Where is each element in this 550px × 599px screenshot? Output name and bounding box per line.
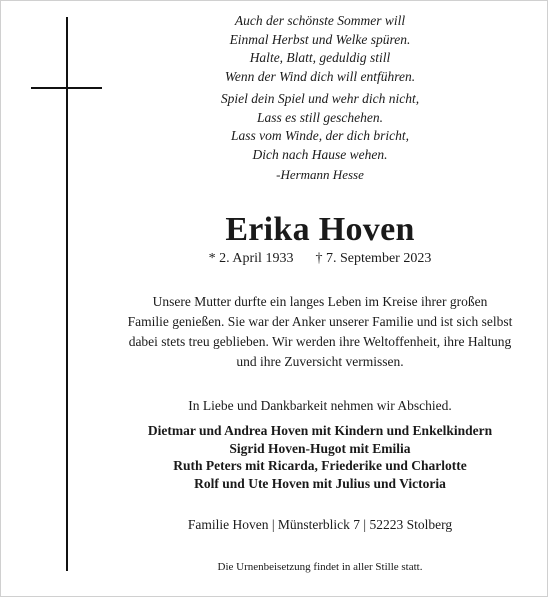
life-dates: [110, 250, 530, 268]
mourner-line: Rolf und Ute Hoven mit Julius und Victoria: [194, 475, 446, 491]
deceased-name: Erika Hoven: [225, 211, 415, 248]
burial-note: Die Urnenbeisetzung findet in aller Stille statt.: [217, 561, 423, 573]
message-line: Familie genießen. Sie war der Anker unserer Familie und ist sich selbst: [127, 314, 513, 329]
poem-line: Wenn der Wind dich will entführen.: [224, 69, 416, 85]
message-line: und ihre Zuversicht vermissen.: [236, 354, 404, 369]
family-address: Familie Hoven | Münsterblick 7 | 52223 Stolberg: [187, 517, 453, 532]
mourners-list: [110, 422, 530, 492]
poem-line: Einmal Herbst und Welke spüren.: [229, 31, 411, 47]
message-line: Unsere Mutter durfte ein langes Leben im Kreise ihrer großen: [152, 294, 488, 309]
death-date: † 7. September 2023: [315, 251, 432, 266]
poem-line: Spiel dein Spiel und wehr dich nicht,: [220, 91, 420, 106]
birth-date: * 2. April 1933: [208, 251, 294, 266]
farewell-text: In Liebe und Dankbarkeit nehmen wir Abschied.: [188, 398, 452, 413]
mourner-line: Dietmar und Andrea Hoven mit Kindern und Enkelkindern: [147, 423, 493, 438]
poem-line: Lass vom Winde, der dich bricht,: [230, 128, 410, 144]
poem-stanza-2: [110, 90, 530, 165]
memorial-message: [110, 292, 530, 372]
poem-line: Auch der schönste Sommer will: [234, 13, 406, 28]
poem-line: Lass es still geschehen.: [257, 109, 383, 125]
cross-horizontal-bar: [31, 87, 102, 89]
message-line: dabei stets treu geblieben. Wir werden ihre Weltoffenheit, ihre Haltung: [128, 334, 512, 349]
poem-line: Dich nach Hause wehen.: [252, 147, 388, 163]
mourner-line: Ruth Peters mit Ricarda, Friederike und Charlotte: [173, 458, 467, 473]
poem-line: Halte, Blatt, geduldig still: [249, 50, 391, 66]
mourner-line: Sigrid Hoven-Hugot mit Emilia: [229, 440, 411, 456]
poem-author: -Hermann Hesse: [276, 167, 364, 182]
poem-stanza-1: [110, 12, 530, 87]
cross-vertical-bar: [66, 17, 68, 571]
